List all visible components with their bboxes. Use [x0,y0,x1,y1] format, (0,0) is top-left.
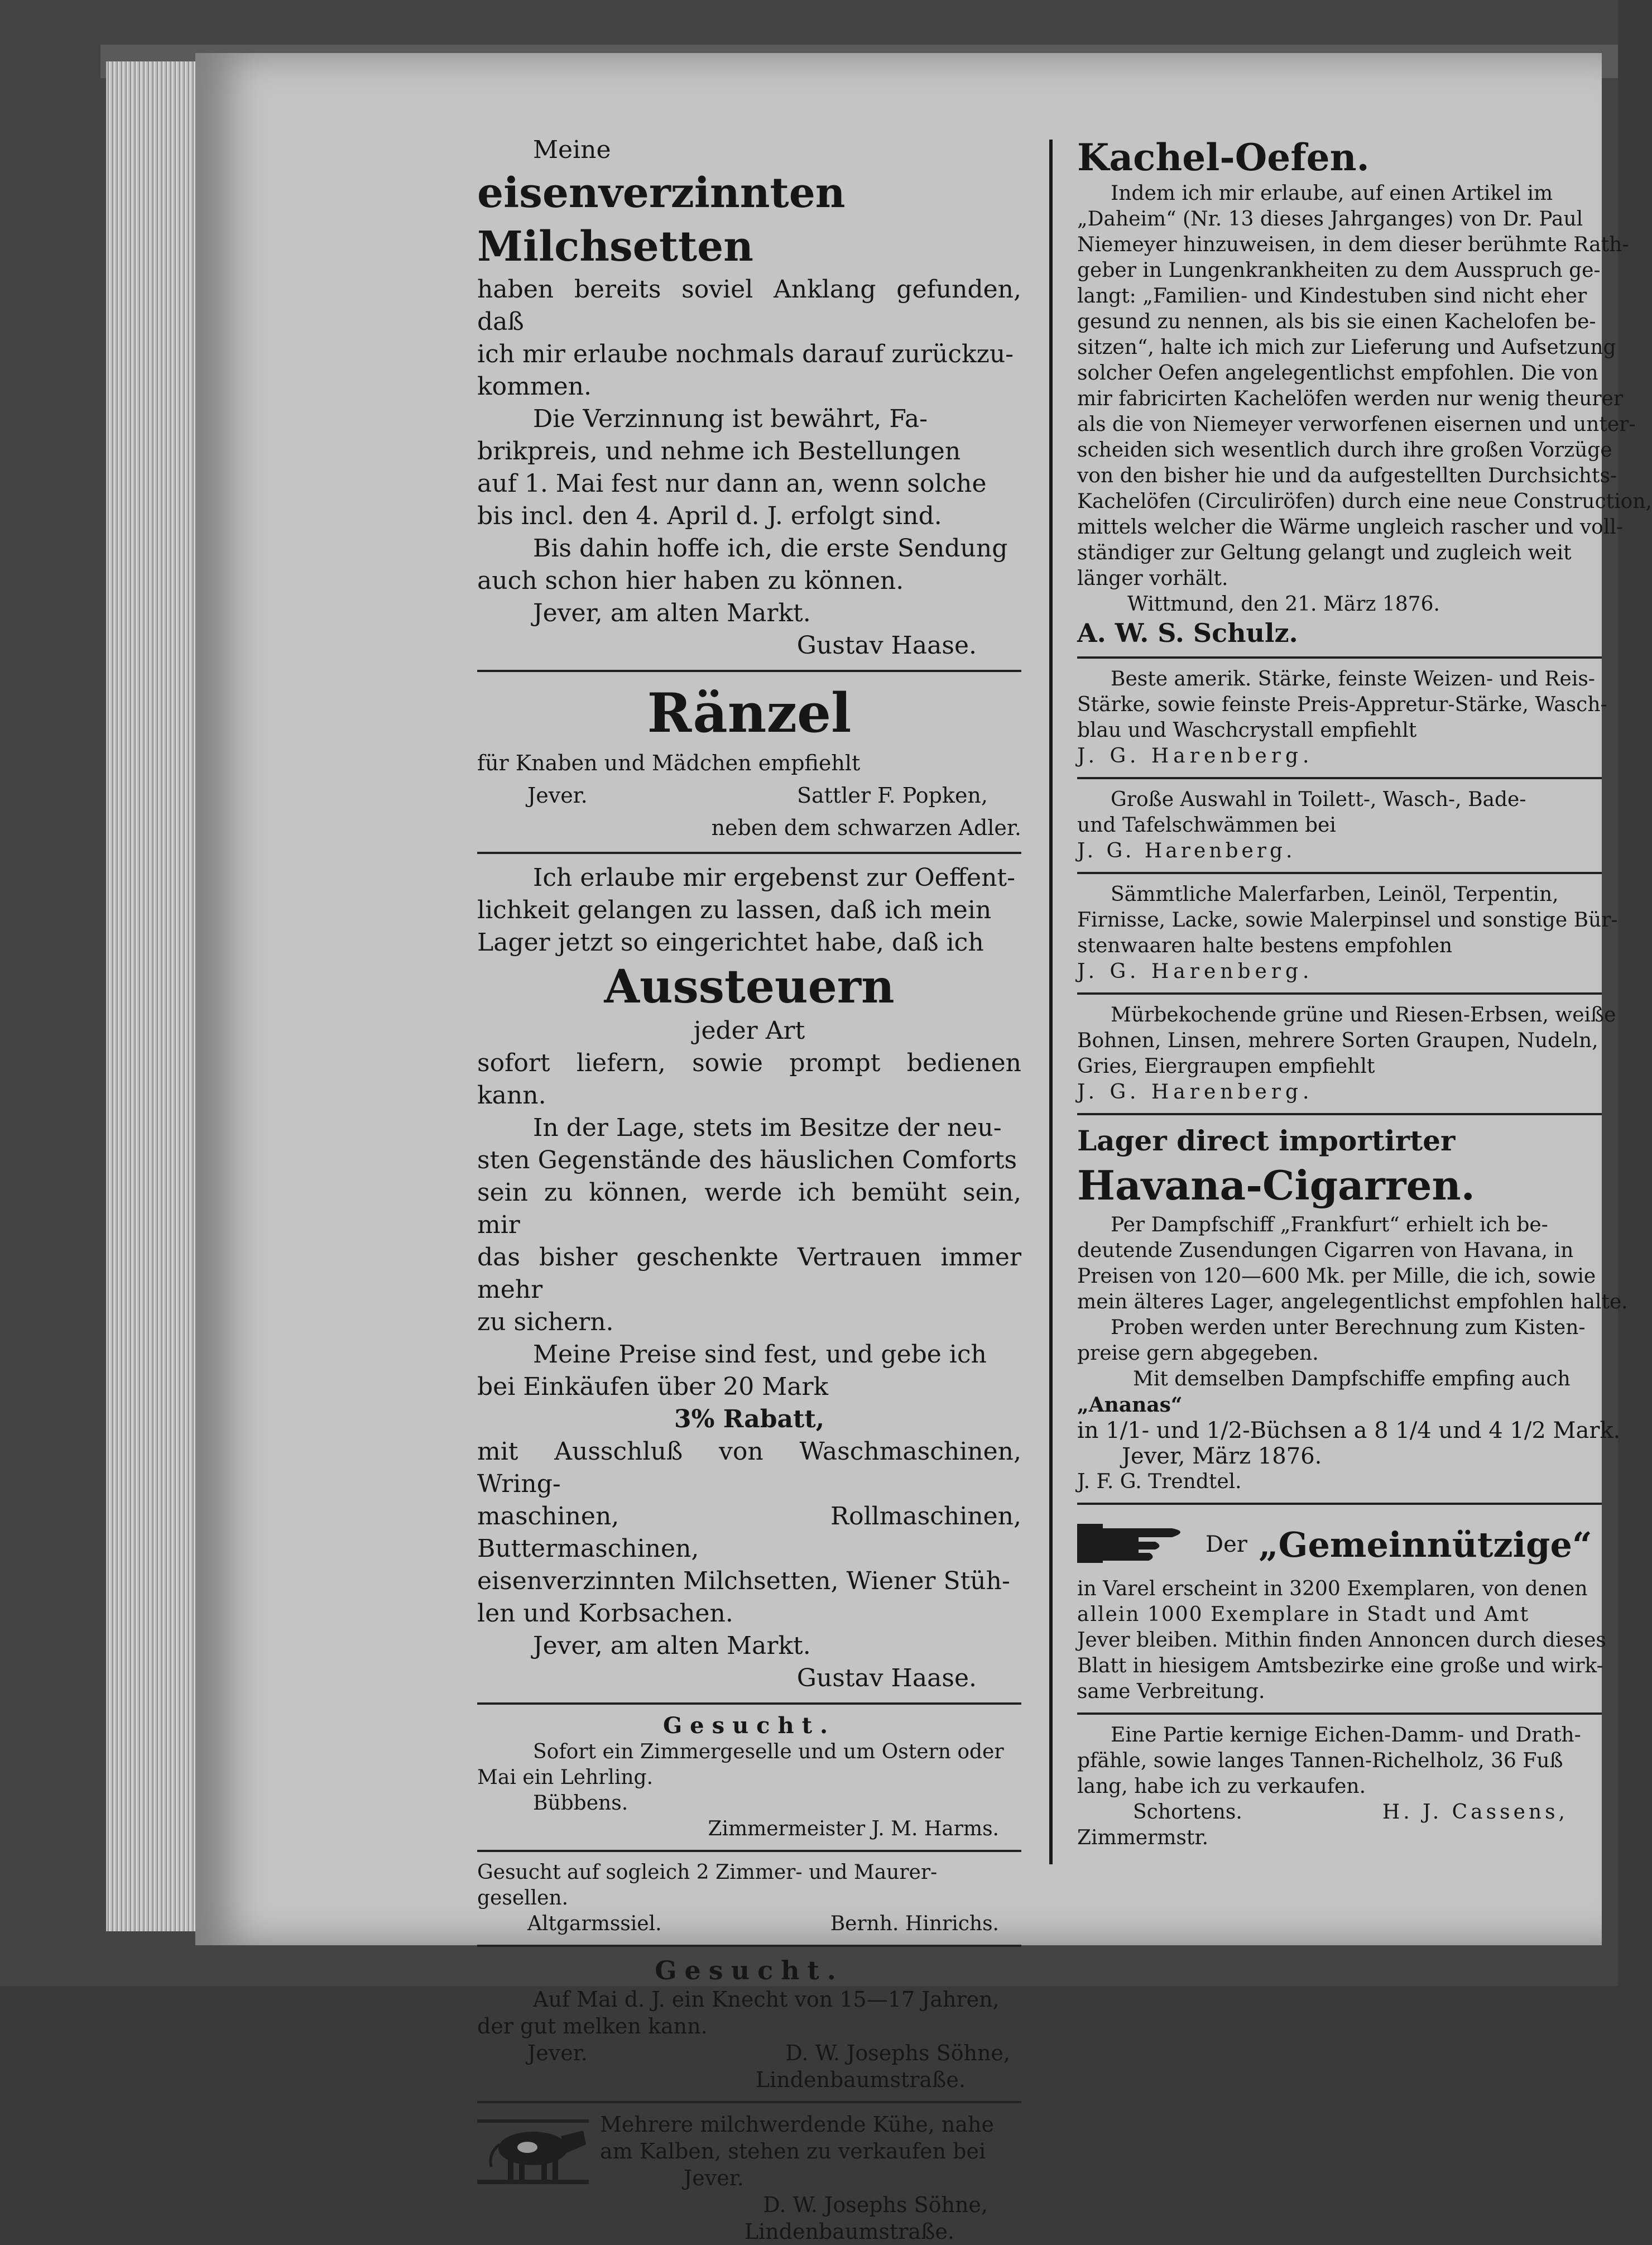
ad-gesucht-3 [477,1955,1021,2093]
ad-place: Jever, am alten Markt. [533,599,811,627]
ad-gemeinnuetzige [1077,1513,1606,1705]
ad-signature: Bernh. Hinrichs. [830,1912,999,1935]
ad-headline: eisenverzinnten Milchsetten [477,169,846,271]
ad-text: deutende Zusendungen Cigarren von Havana, in [1077,1239,1574,1262]
ad-signature: J. G. Harenberg. [1077,745,1314,767]
ad-text: allein 1000 Exemplare in Stadt und Amt [1077,1603,1530,1626]
pointing-hand-icon [1077,1513,1194,1576]
ad-text: geber in Lungenkrankheiten zu dem Ausspruch ge- [1077,259,1601,282]
ad-date: Jever, März 1876. [1122,1443,1322,1469]
ad-text: Meine Preise sind fest, und gebe ich [533,1340,987,1369]
ad-text: Gries, Eiergraupen empfiehlt [1077,1055,1375,1078]
ad-signature: Gustav Haase. [796,631,977,660]
ad-havana-cigarren [1077,1123,1628,1495]
ad-kuehe [477,2111,1021,2191]
ad-text: eisenverzinnten Milchsetten, Wiener Stüh- [477,1567,1010,1595]
ad-signature: J. G. Harenberg. [1077,840,1296,862]
ad-text: von den bisher hie und da aufgestellten Durchsichts- [1077,464,1617,487]
divider [477,852,1021,854]
ad-intro: Meine [533,136,611,164]
ad-text: len und Korbsachen. [477,1599,733,1628]
ad-text: Mit demselben Dampfschiffe empfing auch [1133,1368,1571,1390]
ad-headline: „Gemeinnützige“ [1258,1524,1592,1565]
ad-text: Niemeyer hinzuweisen, in dem dieser berühmte Rath- [1077,233,1629,256]
ad-signature-title: Zimmermstr. [1077,1826,1209,1849]
left-column [477,134,1021,2245]
divider [477,670,1021,672]
ad-text: Mehrere milchwerdende Kühe, nahe [600,2112,994,2137]
ad-text: „Daheim“ (Nr. 13 dieses Jahrganges) von Dr. Paul [1077,208,1583,231]
ad-erbsen [1077,1002,1616,1105]
ad-place: Altgarmssiel. [527,1912,662,1935]
ad-text: mit Ausschluß von Waschmaschinen, Wring- [477,1437,1021,1498]
ad-text: Mürbekochende grüne und Riesen-Erbsen, weiße [1111,1004,1616,1026]
ad-subheadline: jeder Art [693,1016,805,1045]
ad-text: Auf Mai d. J. ein Knecht von 15—17 Jahren, [533,1987,1000,2012]
ad-text: Die Verzinnung ist bewährt, Fa- [533,405,928,433]
ad-eichenpfaehle [1077,1723,1602,1851]
ad-signature-row [477,2040,1021,2066]
ad-text: Firnisse, Lacke, sowie Malerpinsel und sonstige Bür- [1077,909,1618,932]
ad-text: sein zu können, werde ich bemüht sein, mir [477,1178,1021,1239]
ad-text: mir fabricirten Kachelöfen werden nur wenig theurer [1077,387,1624,410]
book-page-edges [106,61,195,1931]
ad-text: mein älteres Lager, angelegentlichst empfohlen halte. [1077,1291,1628,1313]
ad-headline: Gesucht. [655,1955,844,1985]
ad-signature: J. F. G. Trendtel. [1077,1470,1242,1493]
ad-text: als die von Niemeyer verworfenen eisernen und unter- [1077,413,1636,436]
ad-text: auch schon hier haben zu können. [477,567,904,595]
ad-text: Indem ich mir erlaube, auf einen Artikel im [1111,182,1553,205]
divider [1077,1712,1602,1715]
ad-text: In der Lage, stets im Besitze der neu- [533,1114,1002,1142]
divider [1077,656,1602,659]
ad-address: neben dem schwarzen Adler. [711,816,1021,840]
ad-text: Beste amerik. Stärke, feinste Weizen- und Reis- [1111,668,1595,690]
ad-text: für Knaben und Mädchen empfiehlt [477,751,861,775]
divider [1077,777,1602,779]
ad-text: Proben werden unter Berechnung zum Kisten- [1111,1316,1586,1339]
ad-headline: Aussteuern [604,960,895,1014]
ad-text: Eine Partie kernige Eichen-Damm- und Drath- [1111,1724,1581,1747]
ad-text: ich mir erlaube nochmals darauf zurückzu- [477,340,1014,368]
divider [1077,992,1602,995]
column-divider [1049,140,1053,1864]
ad-signature: Sattler F. Popken, [796,783,988,808]
ad-text: gesellen. [477,1887,569,1910]
ad-text: same Verbreitung. [1077,1680,1265,1703]
ad-text: brikpreis, und nehme ich Bestellungen [477,437,961,466]
ad-signature-row [477,1911,1021,1937]
ad-text: in 1/1- und 1/2-Büchsen a 8 1/4 und 4 1/2 Mark. [1077,1418,1621,1443]
ad-text: Stärke, sowie feinste Preis-Appretur-Stärke, Wasch- [1077,693,1607,716]
ad-text: Bis dahin hoffe ich, die erste Sendung [533,534,1008,563]
ad-text: pfähle, sowie langes Tannen-Richelholz, 36 Fuß [1077,1749,1563,1772]
ad-gesucht-1 [477,1712,1021,1842]
ad-headline: „Ananas“ [1077,1393,1183,1417]
ad-text: Per Dampfschiff „Frankfurt“ erhielt ich be- [1111,1213,1548,1236]
ad-text: am Kalben, stehen zu verkaufen bei [600,2139,986,2164]
ad-text: der gut melken kann. [477,2014,708,2038]
ad-text: länger vorhält. [1077,567,1228,590]
ad-signature: J. G. Harenberg. [1077,960,1314,983]
ad-signature: J. G. Harenberg. [1077,1081,1314,1104]
divider [477,2101,1021,2103]
ad-text: das bisher geschenkte Vertrauen immer mehr [477,1243,1021,1304]
ad-text: Der [1206,1532,1247,1557]
ad-text: Sämmtliche Malerfarben, Leinöl, Terpentin, [1111,883,1559,906]
ad-text: langt: „Familien- und Kindestuben sind nicht eher [1077,285,1587,308]
cow-illustration-icon [477,2114,589,2189]
ad-text: und Tafelschwämmen bei [1077,814,1336,837]
divider [477,1945,1021,1947]
ad-signature: Gustav Haase. [796,1664,977,1692]
ad-text: sitzen“, halte ich mich zur Lieferung und Aufsetzung [1077,336,1616,359]
divider [1077,872,1602,874]
ad-text: blau und Waschcrystall empfiehlt [1077,719,1417,742]
ad-text: Große Auswahl in Toilett-, Wasch-, Bade- [1111,788,1526,811]
ad-text: haben bereits soviel Anklang gefunden, daß [477,275,1021,336]
ad-text: Gesucht auf sogleich 2 Zimmer- und Maurer- [477,1861,938,1884]
ad-text: Sofort ein Zimmergeselle und um Ostern oder [533,1740,1004,1763]
ad-signature: D. W. Josephs Söhne, [785,2041,1010,2065]
ad-place: Jever. [684,2166,744,2190]
ad-schwaemme [1077,787,1602,864]
ad-text: Kachelöfen (Circuliröfen) durch eine neue Construction, [1077,490,1652,513]
ad-text: maschinen, Rollmaschinen, Buttermaschinen, [477,1502,1021,1563]
ad-discount: 3% Rabatt, [674,1405,825,1433]
ad-headline-row [1077,1513,1602,1576]
ad-aussteuern [477,862,1021,1695]
ad-signature: D. W. Josephs Söhne, [763,2193,988,2217]
ad-headline: Havana-Cigarren. [1077,1162,1475,1209]
divider [1077,1503,1602,1505]
ad-malerfarben [1077,882,1618,985]
ad-text: Jever bleiben. Mithin finden Annoncen durch dieses [1077,1629,1606,1652]
ad-text: stenwaaren halte bestens empfohlen [1077,934,1453,957]
ad-gesucht-2 [477,1860,1021,1937]
ad-text: bei Einkäufen über 20 Mark [477,1373,829,1401]
ad-text: bis incl. den 4. April d. J. erfolgt sind. [477,502,942,530]
ad-text: Ich erlaube mir ergebenst zur Oeffent- [533,864,1015,892]
ad-signature-row [1077,1800,1602,1825]
ad-place: Bübbens. [533,1792,628,1815]
ad-text: mittels welcher die Wärme ungleich rascher und voll- [1077,516,1624,539]
right-column [1077,134,1652,1851]
ad-signature: A. W. S. Schulz. [1077,618,1298,648]
ad-place: Jever, am alten Markt. [533,1632,811,1660]
ad-kachel-oefen [1077,134,1652,649]
ad-text: sten Gegenstände des häuslichen Comforts [477,1146,1017,1174]
ad-place: Jever. [527,783,588,808]
ad-raenzel [477,680,1021,844]
ad-staerke [1077,666,1607,769]
ad-text: scheiden sich wesentlich durch ihre großen Vorzüge [1077,439,1612,462]
divider [477,1702,1021,1705]
ad-text: Blatt in hiesigem Amtsbezirke eine große und wirk- [1077,1654,1603,1677]
ad-headline: Ränzel [647,682,852,745]
ad-headline: Kachel-Oefen. [1077,136,1370,179]
ad-address: Lindenbaumstraße. [755,2067,966,2092]
ad-date: Wittmund, den 21. März 1876. [1127,593,1440,616]
ad-signature: H. J. Cassens, [1382,1801,1568,1824]
ad-text: preise gern abgegeben. [1077,1342,1319,1365]
ad-headline: Lager direct importirter [1077,1124,1456,1157]
ad-text: zu sichern. [477,1308,614,1336]
ad-place: Jever. [527,2041,588,2065]
ad-text: lichkeit gelangen zu lassen, daß ich mein [477,896,992,924]
ad-address: Lindenbaumstraße. [744,2219,954,2244]
divider [1077,1113,1602,1115]
ad-text: Preisen von 120—600 Mk. per Mille, die ich, sowie [1077,1265,1596,1288]
ad-text: solcher Oefen angelegentlichst empfohlen. Die von [1077,362,1598,385]
ad-text: Bohnen, Linsen, mehrere Sorten Graupen, Nudeln, [1077,1029,1598,1052]
ad-text: ständiger zur Geltung gelangt und zugleich weit [1077,541,1572,564]
divider [477,1850,1021,1852]
ad-place: Schortens. [1133,1801,1242,1824]
ad-text: kommen. [477,372,592,401]
ad-milchsetten [477,134,1021,662]
ad-text: auf 1. Mai fest nur dann an, wenn solche [477,469,987,498]
ad-signature: Zimmermeister J. M. Harms. [708,1817,999,1840]
ad-text: lang, habe ich zu verkaufen. [1077,1775,1366,1798]
ad-text: gesund zu nennen, als bis sie einen Kachelofen be- [1077,310,1596,333]
ad-text: sofort liefern, sowie prompt bedienen kann. [477,1049,1021,1110]
ad-headline: Gesucht. [662,1712,836,1739]
ad-text: Lager jetzt so eingerichtet habe, daß ich [477,928,984,957]
ad-text: in Varel erscheint in 3200 Exemplaren, von denen [1077,1577,1588,1600]
ad-text: Mai ein Lehrling. [477,1766,654,1789]
ad-signature-row [477,779,1021,812]
